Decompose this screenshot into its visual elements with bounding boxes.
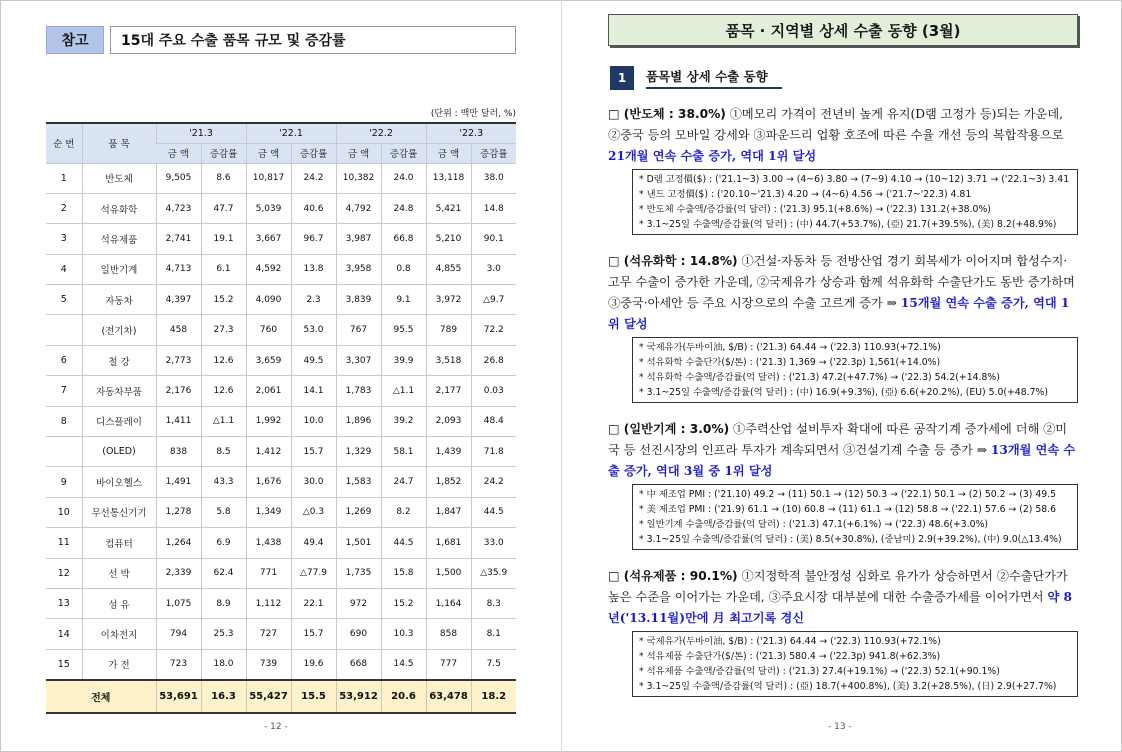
cell-amount: 668 [336, 649, 381, 679]
cell-amount: 4,792 [336, 193, 381, 223]
cell-amount: 767 [336, 315, 381, 345]
export-item-block [608, 251, 1078, 403]
cell-item: 가 전 [82, 649, 156, 679]
table-row [46, 376, 516, 406]
cell-rate: 96.7 [291, 224, 336, 254]
cell-rate: 15.2 [381, 588, 426, 618]
item-paragraph [608, 251, 1078, 335]
cell-amount: 794 [156, 619, 201, 649]
cell-item: 섬 유 [82, 588, 156, 618]
cell-amount: 2,339 [156, 558, 201, 588]
cell-rate: 8.9 [201, 588, 246, 618]
cell-item: 이차전지 [82, 619, 156, 649]
cell-amount: 3,667 [246, 224, 291, 254]
cell-amount: 1,269 [336, 497, 381, 527]
cell-rate: 39.9 [381, 345, 426, 375]
cell-rate: 25.3 [201, 619, 246, 649]
cell-amount: 3,987 [336, 224, 381, 254]
cell-amount: 1,438 [246, 528, 291, 558]
cell-rate: 15.7 [291, 619, 336, 649]
cell-amount: 1,349 [246, 497, 291, 527]
export-item-block [608, 419, 1078, 550]
cell-rate: 12.6 [201, 376, 246, 406]
page-divider [561, 0, 562, 752]
cell-rate: 22.1 [291, 588, 336, 618]
page-number-right: - 13 - [828, 722, 852, 732]
total-amount: 53,912 [336, 680, 381, 713]
cell-rate: 19.6 [291, 649, 336, 679]
subheader-rate: 증감률 [471, 143, 516, 163]
total-rate: 18.2 [471, 680, 516, 713]
cell-rate: 90.1 [471, 224, 516, 254]
cell-rate: 26.8 [471, 345, 516, 375]
cell-amount: 3,518 [426, 345, 471, 375]
header-period: '22.3 [426, 123, 516, 143]
table-row [46, 558, 516, 588]
export-item-block [608, 566, 1078, 697]
item-paragraph [608, 104, 1078, 167]
cell-no: 6 [46, 345, 82, 375]
cell-rate: 44.5 [471, 497, 516, 527]
cell-rate: 49.4 [291, 528, 336, 558]
total-label: 전체 [46, 680, 156, 713]
cell-amount: 4,090 [246, 285, 291, 315]
cell-amount: 4,855 [426, 254, 471, 284]
cell-rate: 49.5 [291, 345, 336, 375]
cell-item: (OLED) [82, 437, 156, 467]
cell-amount: 3,307 [336, 345, 381, 375]
cell-rate: 0.8 [381, 254, 426, 284]
cell-rate: △77.9 [291, 558, 336, 588]
table-row [46, 193, 516, 223]
total-amount: 53,691 [156, 680, 201, 713]
cell-amount: 4,713 [156, 254, 201, 284]
cell-item: 디스플레이 [82, 406, 156, 436]
cell-item: 반도체 [82, 163, 156, 193]
cell-rate: 5.8 [201, 497, 246, 527]
cell-amount: 1,847 [426, 497, 471, 527]
cell-rate: 8.5 [201, 437, 246, 467]
cell-item: (전기차) [82, 315, 156, 345]
cell-amount: 760 [246, 315, 291, 345]
cell-rate: 24.2 [291, 163, 336, 193]
cell-amount: 3,659 [246, 345, 291, 375]
cell-amount: 10,817 [246, 163, 291, 193]
table-row [46, 588, 516, 618]
cell-rate: 38.0 [471, 163, 516, 193]
cell-amount: 3,839 [336, 285, 381, 315]
cell-no: 9 [46, 467, 82, 497]
subheader-rate: 증감률 [201, 143, 246, 163]
cell-amount: 1,583 [336, 467, 381, 497]
table-row [46, 345, 516, 375]
item-body: ①메모리 가격이 전년비 높게 유지(D램 고정가 등)되는 가운데, ②중국 등의 모바일 강세와 ③파운드리 업황 호조에 따른 수율 개선 등의 복합작용으로 [608, 107, 1064, 142]
total-amount: 55,427 [246, 680, 291, 713]
table-row [46, 649, 516, 679]
cell-rate: 24.0 [381, 163, 426, 193]
cell-amount: 2,061 [246, 376, 291, 406]
cell-no: 4 [46, 254, 82, 284]
cell-rate: 47.7 [201, 193, 246, 223]
header-period: '21.3 [156, 123, 246, 143]
cell-rate: 2.3 [291, 285, 336, 315]
left-page [46, 26, 516, 714]
item-highlight: 13개월 연속 수출 증가, 역대 3월 중 1위 달성 [608, 443, 1076, 478]
item-highlight: 15개월 연속 수출 증가, 역대 1위 달성 [608, 296, 1070, 331]
subheader-amount: 금 액 [336, 143, 381, 163]
cell-rate: 58.1 [381, 437, 426, 467]
cell-amount: 9,505 [156, 163, 201, 193]
cell-item: 일반기계 [82, 254, 156, 284]
cell-rate: 3.0 [471, 254, 516, 284]
note-line: * 中 제조업 PMI : ('21.10) 49.2 → (11) 50.1 → (12) 50.3 → ('22.1) 50.1 → (2) 50.2 → (3) 49.5 [639, 489, 1057, 500]
table-row [46, 467, 516, 497]
cell-amount: 5,039 [246, 193, 291, 223]
reference-header [46, 26, 516, 54]
cell-amount: 1,896 [336, 406, 381, 436]
cell-rate: △1.1 [381, 376, 426, 406]
cell-amount: 723 [156, 649, 201, 679]
cell-amount: 458 [156, 315, 201, 345]
section-header [610, 66, 1078, 90]
item-lead: □ (일반기계 : 3.0%) [608, 422, 730, 436]
cell-no: 5 [46, 285, 82, 315]
page-number-left: - 12 - [264, 722, 288, 732]
header-no: 순 번 [46, 123, 82, 163]
cell-item: 자동차 [82, 285, 156, 315]
cell-amount: 1,329 [336, 437, 381, 467]
cell-no: 12 [46, 558, 82, 588]
table-total-row [46, 680, 516, 713]
note-line: * 3.1~25일 수출액/증감률(억 달러) : (美) 8.5(+30.8%), (중남미) 2.9(+39.2%), (中) 9.0(△13.4%) [639, 534, 1062, 545]
subheader-amount: 금 액 [156, 143, 201, 163]
cell-amount: 1,278 [156, 497, 201, 527]
cell-rate: △9.7 [471, 285, 516, 315]
cell-item: 석유화학 [82, 193, 156, 223]
note-line: * 국제유가(두바이油, $/B) : ('21.3) 64.44 → ('22.3) 110.93(+72.1%) [639, 342, 941, 353]
cell-amount: 858 [426, 619, 471, 649]
cell-no: 15 [46, 649, 82, 679]
cell-amount: 777 [426, 649, 471, 679]
cell-rate: 71.8 [471, 437, 516, 467]
cell-amount: 1,783 [336, 376, 381, 406]
cell-rate: 12.6 [201, 345, 246, 375]
header-period: '22.2 [336, 123, 426, 143]
cell-rate: 8.1 [471, 619, 516, 649]
cell-amount: 3,958 [336, 254, 381, 284]
subheader-amount: 금 액 [246, 143, 291, 163]
note-line: * 3.1~25일 수출액/증감률(억 달러) : (亞) 18.7(+400.8%), (美) 3.2(+28.5%), (日) 2.9(+27.7%) [639, 681, 1057, 692]
cell-rate: 13.8 [291, 254, 336, 284]
table-row [46, 497, 516, 527]
table-row [46, 315, 516, 345]
subheader-rate: 증감률 [381, 143, 426, 163]
item-paragraph [608, 566, 1078, 629]
cell-rate: 0.03 [471, 376, 516, 406]
item-notes-box [632, 484, 1078, 550]
cell-amount: 1,264 [156, 528, 201, 558]
item-paragraph [608, 419, 1078, 482]
cell-rate: 14.5 [381, 649, 426, 679]
item-body: ①주력산업 설비투자 확대에 따른 공작기계 증가세에 더해 ②미국 등 선진시장의 인프라 투자가 계속되면서 ③건설기계 수출 등 증가 ⇒ [608, 422, 1068, 457]
cell-rate: △35.9 [471, 558, 516, 588]
cell-item: 석유제품 [82, 224, 156, 254]
reference-title: 15대 주요 수출 품목 규모 및 증감률 [110, 26, 516, 54]
cell-rate: 8.3 [471, 588, 516, 618]
item-highlight: 약 8년('13.11월)만에 月 최고기록 경신 [608, 590, 1072, 625]
cell-rate: 27.3 [201, 315, 246, 345]
cell-amount: 2,741 [156, 224, 201, 254]
cell-rate: 18.0 [201, 649, 246, 679]
cell-rate: 48.4 [471, 406, 516, 436]
table-row [46, 528, 516, 558]
item-highlight: 21개월 연속 수출 증가, 역대 1위 달성 [608, 149, 817, 163]
table-row [46, 254, 516, 284]
cell-rate: 72.2 [471, 315, 516, 345]
cell-rate: 15.2 [201, 285, 246, 315]
export-item-block [608, 104, 1078, 235]
cell-amount: 5,421 [426, 193, 471, 223]
table-row [46, 619, 516, 649]
cell-rate: 24.2 [471, 467, 516, 497]
note-line: * 석유제품 수출단가($/톤) : ('21.3) 580.4 → ('22.3p) 941.8(+62.3%) [639, 651, 941, 662]
cell-rate: 66.8 [381, 224, 426, 254]
cell-rate: 40.6 [291, 193, 336, 223]
cell-amount: 972 [336, 588, 381, 618]
cell-amount: 2,177 [426, 376, 471, 406]
total-rate: 15.5 [291, 680, 336, 713]
note-line: * 美 제조업 PMI : ('21.9) 61.1 → (10) 60.8 → (11) 61.1 → (12) 58.8 → ('22.1) 57.6 → (2) 58.6 [639, 504, 1057, 515]
table-row [46, 224, 516, 254]
cell-amount: 13,118 [426, 163, 471, 193]
item-lead: □ (석유화학 : 14.8%) [608, 254, 738, 268]
cell-amount: 727 [246, 619, 291, 649]
cell-amount: 789 [426, 315, 471, 345]
item-body: ①건설·자동차 등 전방산업 경기 회복세가 이어지며 합성수지·고무 수출이 증가한 가운데, ②국제유가 상승과 함께 석유화학 수출단가도 동반 증가하며 ③중국·아세안 등 주요 시장으로의 수출 고르게 증가 ⇒ [608, 254, 1075, 310]
table-row [46, 406, 516, 436]
cell-no: 7 [46, 376, 82, 406]
right-page [608, 14, 1078, 697]
subheader-amount: 금 액 [426, 143, 471, 163]
cell-rate: 33.0 [471, 528, 516, 558]
unit-label: (단위 : 백만 달러, %) [430, 109, 516, 119]
header-period: '22.1 [246, 123, 336, 143]
table-row [46, 163, 516, 193]
section-number: 1 [610, 66, 634, 90]
cell-rate: 95.5 [381, 315, 426, 345]
total-amount: 63,478 [426, 680, 471, 713]
cell-amount: 1,411 [156, 406, 201, 436]
cell-rate: 8.6 [201, 163, 246, 193]
cell-amount: 1,164 [426, 588, 471, 618]
header-item: 품 목 [82, 123, 156, 163]
cell-rate: 39.2 [381, 406, 426, 436]
note-line: * 국제유가(두바이油, $/B) : ('21.3) 64.44 → ('22.3) 110.93(+72.1%) [639, 636, 941, 647]
item-lead: □ (석유제품 : 90.1%) [608, 569, 738, 583]
item-notes-box [632, 631, 1078, 697]
cell-amount: 1,992 [246, 406, 291, 436]
cell-amount: 4,397 [156, 285, 201, 315]
cell-no: 10 [46, 497, 82, 527]
cell-rate: 8.2 [381, 497, 426, 527]
cell-amount: 10,382 [336, 163, 381, 193]
cell-item: 무선통신기기 [82, 497, 156, 527]
cell-no: 1 [46, 163, 82, 193]
cell-no: 3 [46, 224, 82, 254]
cell-item: 선 박 [82, 558, 156, 588]
cell-amount: 1,112 [246, 588, 291, 618]
cell-rate: 24.8 [381, 193, 426, 223]
cell-amount: 771 [246, 558, 291, 588]
cell-rate: 9.1 [381, 285, 426, 315]
cell-no [46, 437, 82, 467]
note-line: * 반도체 수출액/증감률(억 달러) : ('21.3) 95.1(+8.6%) → ('22.3) 131.2(+38.0%) [639, 204, 991, 215]
cell-rate: △0.3 [291, 497, 336, 527]
cell-amount: 1,681 [426, 528, 471, 558]
cell-item: 자동차부품 [82, 376, 156, 406]
item-notes-box [632, 337, 1078, 403]
cell-amount: 4,592 [246, 254, 291, 284]
cell-no: 13 [46, 588, 82, 618]
cell-rate: 6.1 [201, 254, 246, 284]
item-lead: □ (반도체 : 38.0%) [608, 107, 726, 121]
item-body: ①지정학적 불안정성 심화로 유가가 상승하면서 ②수출단가가 높은 수준을 이어가는 가운데, ③주요시장 대부분에 대한 수출증가세를 이어가면서 [608, 569, 1068, 604]
table-row [46, 437, 516, 467]
cell-amount: 2,773 [156, 345, 201, 375]
cell-item: 바이오헬스 [82, 467, 156, 497]
cell-item: 컴퓨터 [82, 528, 156, 558]
cell-rate: 24.7 [381, 467, 426, 497]
reference-tag: 참고 [46, 26, 104, 54]
cell-rate: 7.5 [471, 649, 516, 679]
table-row [46, 285, 516, 315]
cell-amount: 1,075 [156, 588, 201, 618]
cell-rate: 6.9 [201, 528, 246, 558]
cell-amount: 1,412 [246, 437, 291, 467]
cell-amount: 3,972 [426, 285, 471, 315]
total-rate: 16.3 [201, 680, 246, 713]
cell-amount: 690 [336, 619, 381, 649]
export-items-table [46, 122, 516, 714]
note-line: * 석유제품 수출액/증감률(억 달러) : ('21.3) 27.4(+19.1%) → ('22.3) 52.1(+90.1%) [639, 666, 1000, 677]
cell-amount: 838 [156, 437, 201, 467]
cell-amount: 5,210 [426, 224, 471, 254]
note-line: * 석유화학 수출단가($/톤) : ('21.3) 1,369 → ('22.3p) 1,561(+14.0%) [639, 357, 941, 368]
cell-no: 11 [46, 528, 82, 558]
cell-amount: 739 [246, 649, 291, 679]
cell-item: 철 강 [82, 345, 156, 375]
cell-amount: 1,500 [426, 558, 471, 588]
note-line: * 석유화학 수출액/증감률(억 달러) : ('21.3) 47.2(+47.7%) → ('22.3) 54.2(+14.8%) [639, 372, 1000, 383]
cell-rate: 10.0 [291, 406, 336, 436]
cell-rate: 19.1 [201, 224, 246, 254]
cell-no: 14 [46, 619, 82, 649]
cell-amount: 2,176 [156, 376, 201, 406]
cell-rate: 15.8 [381, 558, 426, 588]
cell-rate: 14.8 [471, 193, 516, 223]
cell-no: 8 [46, 406, 82, 436]
note-line: * 일반기계 수출액/증감률(억 달러) : ('21.3) 47.1(+6.1%) → ('22.3) 48.6(+3.0%) [639, 519, 989, 530]
cell-amount: 1,439 [426, 437, 471, 467]
cell-rate: 53.0 [291, 315, 336, 345]
cell-rate: 43.3 [201, 467, 246, 497]
note-line: * 3.1~25일 수출액/증감률(억 달러) : (中) 44.7(+53.7%), (亞) 21.7(+39.5%), (美) 8.2(+48.9%) [639, 219, 1057, 230]
item-notes-box [632, 169, 1078, 235]
cell-rate: 30.0 [291, 467, 336, 497]
cell-amount: 1,735 [336, 558, 381, 588]
cell-rate: 44.5 [381, 528, 426, 558]
cell-rate: 15.7 [291, 437, 336, 467]
cell-amount: 2,093 [426, 406, 471, 436]
cell-amount: 1,676 [246, 467, 291, 497]
subheader-rate: 증감률 [291, 143, 336, 163]
cell-rate: 62.4 [201, 558, 246, 588]
cell-no: 2 [46, 193, 82, 223]
note-line: * D램 고정價($) : ('21.1~3) 3.00 → (4~6) 3.80 → (7~9) 4.10 → (10~12) 3.71 → ('22.1~3) 3.41 [639, 174, 1070, 185]
cell-amount: 1,852 [426, 467, 471, 497]
section-title: 품목별 상세 수출 동향 [646, 67, 782, 89]
cell-amount: 4,723 [156, 193, 201, 223]
cell-no [46, 315, 82, 345]
note-line: * 3.1~25일 수출액/증감률(억 달러) : (中) 16.9(+9.3%), (亞) 6.6(+20.2%), (EU) 5.0(+48.7%) [639, 387, 1048, 398]
cell-amount: 1,491 [156, 467, 201, 497]
cell-amount: 1,501 [336, 528, 381, 558]
total-rate: 20.6 [381, 680, 426, 713]
cell-rate: △1.1 [201, 406, 246, 436]
note-line: * 낸드 고정價($) : ('20.10~'21.3) 4.20 → (4~6) 4.56 → ('21.7~'22.3) 4.81 [639, 189, 972, 200]
cell-rate: 14.1 [291, 376, 336, 406]
page-banner: 품목 · 지역별 상세 수출 동향 (3월) [608, 14, 1078, 46]
cell-rate: 10.3 [381, 619, 426, 649]
